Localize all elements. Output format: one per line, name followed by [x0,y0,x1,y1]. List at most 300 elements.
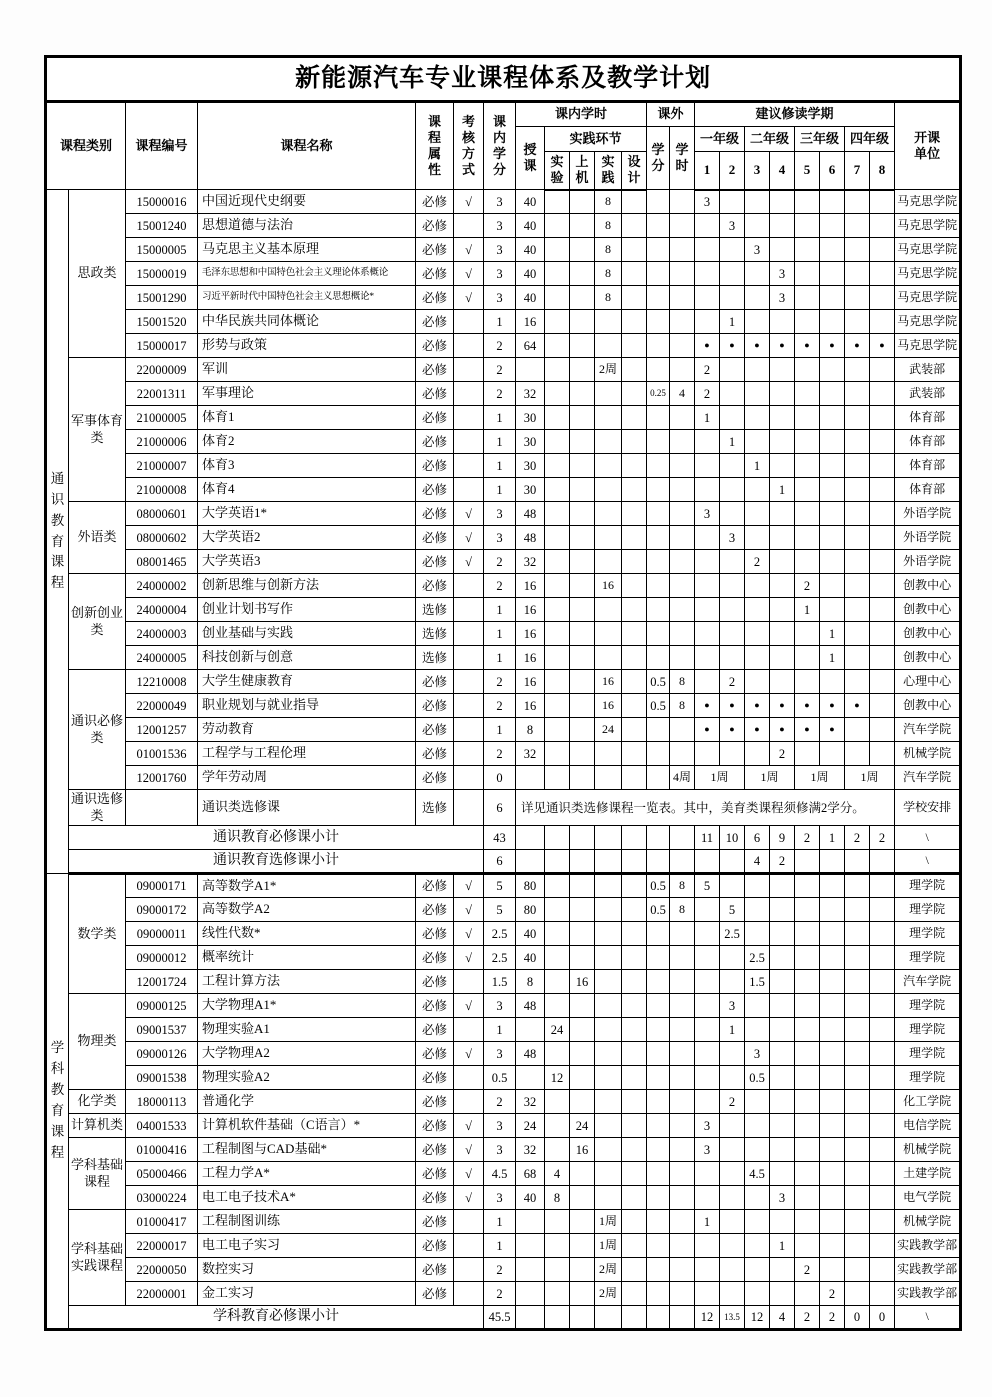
semester-cell [845,1042,870,1066]
design-hours [622,970,647,994]
extra-credits [647,598,670,622]
experiment-hours [545,190,570,214]
semester-cell [695,454,720,478]
course-attr: 必修 [416,1042,454,1066]
practice-hours: 8 [595,286,622,310]
computer-hours [570,1258,595,1282]
semester-cell [770,946,795,970]
unit-cell: 理学院 [895,1066,961,1090]
assess-check [454,718,484,742]
semester-cell [720,646,745,670]
unit-cell: 汽车学院 [895,718,961,742]
course-row [46,766,961,790]
semester-cell [820,430,845,454]
experiment-hours [545,382,570,406]
semester-cell [745,574,770,598]
semester-cell [795,526,820,550]
course-name: 大学生健康教育 [198,670,416,694]
semester-cell [695,970,720,994]
semester-cell [820,1210,845,1234]
computer-hours [570,1090,595,1114]
course-row [46,898,961,922]
semester-cell [745,406,770,430]
computer-hours [570,1042,595,1066]
course-name: 大学物理A2 [198,1042,416,1066]
course-row [46,526,961,550]
lecture-hours: 64 [516,334,545,358]
course-row [46,1138,961,1162]
header-practice: 实践 [595,152,622,190]
design-hours [622,478,647,502]
semester-cell: ● [720,718,745,742]
semester-cell: 12 [745,1306,770,1330]
semester-cell [745,994,770,1018]
lecture-hours: 16 [516,310,545,334]
unit-cell: 马克思学院 [895,262,961,286]
practice-hours [595,1138,622,1162]
design-hours [622,1162,647,1186]
semester-cell [720,478,745,502]
unit-cell: 化工学院 [895,1090,961,1114]
unit-cell: 武装部 [895,382,961,406]
course-name: 工程计算方法 [198,970,416,994]
semester-cell: 0 [870,1306,895,1330]
semester-cell [870,1234,895,1258]
semester-cell [845,970,870,994]
computer-hours [570,1018,595,1042]
semester-cell [695,670,720,694]
semester-cell [720,1210,745,1234]
course-code: 09000126 [126,1042,198,1066]
unit-cell: 马克思学院 [895,190,961,214]
design-hours [622,526,647,550]
semester-cell: 3 [695,502,720,526]
semester-cell [795,358,820,382]
course-row [46,874,961,898]
course-name: 创业计划书写作 [198,598,416,622]
extra-credits [647,1018,670,1042]
practice-hours: 8 [595,190,622,214]
course-code: 01000416 [126,1138,198,1162]
semester-cell [870,262,895,286]
extra-hours [670,1186,695,1210]
semester-cell [770,190,795,214]
course-code: 12210008 [126,670,198,694]
header-course-category: 课程类别 [46,102,126,190]
extra-credits [647,946,670,970]
unit-cell: 实践教学部 [895,1258,961,1282]
semester-cell [845,850,870,874]
extra-credits: 0.5 [647,670,670,694]
course-code: 21000007 [126,454,198,478]
computer-hours [570,670,595,694]
semester-cell [870,310,895,334]
subcategory-cell: 思政类 [69,190,126,358]
header-course-attr: 课程属性 [416,102,454,190]
lecture-hours [516,1282,545,1306]
semester-cell: ● [720,334,745,358]
semester-cell [745,1138,770,1162]
semester-cell [720,874,745,898]
computer-hours [570,262,595,286]
course-name: 高等数学A1* [198,874,416,898]
experiment-hours [545,214,570,238]
semester-cell [720,1066,745,1090]
semester-cell [795,646,820,670]
credits: 5 [484,874,516,898]
semester-cell [770,622,795,646]
semester-cell [695,1162,720,1186]
computer-hours [570,922,595,946]
unit-cell: 机械学院 [895,1138,961,1162]
course-name: 劳动教育 [198,718,416,742]
course-row [46,970,961,994]
course-row [46,694,961,718]
header-course-code: 课程编号 [126,102,198,190]
unit-cell: 体育部 [895,430,961,454]
semester-cell [870,478,895,502]
experiment-hours [545,670,570,694]
semester-cell [845,1066,870,1090]
course-code: 03000224 [126,1186,198,1210]
empty-cell [595,850,622,874]
semester-cell [820,1042,845,1066]
practice-hours [595,526,622,550]
semester-cell [770,1114,795,1138]
semester-cell [745,382,770,406]
course-row [46,1186,961,1210]
semester-cell: 3 [770,286,795,310]
header-sem-3: 3 [745,152,770,190]
unit-cell: 体育部 [895,478,961,502]
credits: 2 [484,382,516,406]
semester-cell [770,1258,795,1282]
semester-cell [870,1162,895,1186]
practice-hours: 2周 [595,1282,622,1306]
design-hours [622,622,647,646]
header-design: 设计 [622,152,647,190]
semester-cell [745,1210,770,1234]
empty-cell [622,826,647,850]
unit-cell: 理学院 [895,1018,961,1042]
empty-cell [516,850,545,874]
assess-check: √ [454,1114,484,1138]
credits: 43 [484,826,516,850]
semester-cell: 2 [745,550,770,574]
lecture-hours [516,1018,545,1042]
header-sem-4: 4 [770,152,795,190]
course-row [46,214,961,238]
experiment-hours [545,718,570,742]
empty-cell [647,850,670,874]
semester-cell [845,622,870,646]
assess-check [454,646,484,670]
practice-hours [595,646,622,670]
lecture-hours: 40 [516,922,545,946]
course-code: 22000049 [126,694,198,718]
course-name: 中华民族共同体概论 [198,310,416,334]
course-name: 职业规划与就业指导 [198,694,416,718]
extra-hours: 8 [670,670,695,694]
unit-cell: 体育部 [895,406,961,430]
extra-credits [647,262,670,286]
semester-week-cell: 1周 [795,766,845,790]
semester-cell [870,430,895,454]
assess-check: √ [454,994,484,1018]
semester-cell [795,874,820,898]
course-name: 军事理论 [198,382,416,406]
practice-hours: 8 [595,238,622,262]
course-code: 21000005 [126,406,198,430]
semester-cell [720,742,745,766]
course-row [46,646,961,670]
extra-hours [670,478,695,502]
semester-cell [845,238,870,262]
course-code: 21000006 [126,430,198,454]
design-hours [622,670,647,694]
design-hours [622,1258,647,1282]
extra-hours [670,946,695,970]
unit-cell: 创教中心 [895,694,961,718]
semester-cell: 1 [820,826,845,850]
semester-cell: 2.5 [720,922,745,946]
header-grade-3: 三年级 [795,127,845,152]
course-name: 数控实习 [198,1258,416,1282]
semester-cell [870,970,895,994]
lecture-hours: 80 [516,874,545,898]
course-row [46,286,961,310]
semester-cell [770,1090,795,1114]
practice-hours: 2周 [595,358,622,382]
practice-hours [595,1018,622,1042]
computer-hours [570,358,595,382]
semester-cell [820,454,845,478]
semester-cell [820,1258,845,1282]
semester-cell: 1 [695,1210,720,1234]
assess-check [454,694,484,718]
semester-cell [820,1138,845,1162]
design-hours [622,1090,647,1114]
semester-cell [795,1282,820,1306]
subtotal-row [46,1306,961,1330]
computer-hours [570,766,595,790]
credits: 3 [484,214,516,238]
semester-cell [770,670,795,694]
experiment-hours [545,334,570,358]
empty-cell [622,850,647,874]
experiment-hours [545,502,570,526]
lecture-hours: 32 [516,1090,545,1114]
course-attr: 必修 [416,190,454,214]
semester-cell [720,946,745,970]
subcategory-cell: 军事体育类 [69,358,126,502]
semester-cell [870,358,895,382]
semester-cell: 2 [820,1282,845,1306]
subcategory-cell: 计算机类 [69,1114,126,1138]
course-code: 21000008 [126,478,198,502]
extra-hours [670,1090,695,1114]
experiment-hours [545,922,570,946]
practice-hours [595,922,622,946]
semester-cell [770,922,795,946]
course-row [46,1210,961,1234]
course-name: 大学物理A1* [198,994,416,1018]
semester-cell [820,1066,845,1090]
extra-hours [670,598,695,622]
semester-cell [820,310,845,334]
assess-check [454,310,484,334]
experiment-hours [545,1234,570,1258]
lecture-hours: 16 [516,670,545,694]
semester-cell [695,262,720,286]
unit-cell: 电气学院 [895,1186,961,1210]
semester-cell [770,970,795,994]
credits: 3 [484,994,516,1018]
empty-cell [545,850,570,874]
extra-hours [670,1210,695,1234]
assess-check [454,742,484,766]
design-hours [622,598,647,622]
course-code: 09000012 [126,946,198,970]
course-attr: 必修 [416,1186,454,1210]
subcategory-cell: 通识必修类 [69,670,126,790]
semester-cell [845,1090,870,1114]
computer-hours [570,598,595,622]
assess-check: √ [454,502,484,526]
design-hours [622,310,647,334]
practice-hours [595,766,622,790]
assess-check: √ [454,1186,484,1210]
semester-cell [695,478,720,502]
assess-check: √ [454,190,484,214]
practice-hours [595,1162,622,1186]
credits: 1 [484,478,516,502]
unit-cell: 外语学院 [895,550,961,574]
design-hours [622,922,647,946]
course-row [46,946,961,970]
assess-check [454,766,484,790]
header-in-class-hours: 课内学时 [516,102,647,127]
unit-cell: 实践教学部 [895,1234,961,1258]
semester-cell [870,922,895,946]
course-code: 24000005 [126,646,198,670]
semester-cell: 1 [720,1018,745,1042]
semester-cell [870,214,895,238]
subtotal-label: 通识教育选修课小计 [69,850,484,874]
course-code: 09001537 [126,1018,198,1042]
semester-cell: 1 [820,622,845,646]
computer-hours: 16 [570,1138,595,1162]
semester-cell [795,622,820,646]
header-grade-4: 四年级 [845,127,895,152]
semester-cell [720,286,745,310]
course-code: 15001520 [126,310,198,334]
extra-hours [670,502,695,526]
unit-cell: 外语学院 [895,502,961,526]
semester-cell [720,262,745,286]
semester-cell [820,1234,845,1258]
assess-check [454,598,484,622]
semester-cell: 3 [745,238,770,262]
semester-cell [820,1018,845,1042]
semester-cell [795,1234,820,1258]
extra-hours [670,1066,695,1090]
semester-cell [820,670,845,694]
unit-cell: 心理中心 [895,670,961,694]
course-name: 高等数学A2 [198,898,416,922]
experiment-hours: 4 [545,1162,570,1186]
semester-cell: ● [695,718,720,742]
course-attr: 必修 [416,430,454,454]
semester-cell [720,502,745,526]
semester-cell [695,574,720,598]
semester-cell [870,1138,895,1162]
course-row [46,1114,961,1138]
lecture-hours: 32 [516,742,545,766]
design-hours [622,454,647,478]
course-row [46,310,961,334]
semester-cell [870,1282,895,1306]
semester-cell: ● [820,694,845,718]
credits: 1 [484,454,516,478]
course-attr: 必修 [416,574,454,598]
practice-hours: 2周 [595,1258,622,1282]
extra-hours [670,358,695,382]
course-row [46,1018,961,1042]
design-hours [622,1186,647,1210]
lecture-hours [516,766,545,790]
semester-cell [770,238,795,262]
practice-hours: 1周 [595,1210,622,1234]
semester-cell [770,994,795,1018]
experiment-hours [545,898,570,922]
course-name: 线性代数* [198,922,416,946]
credits: 1 [484,646,516,670]
course-row [46,1066,961,1090]
semester-cell [845,1234,870,1258]
extra-credits: 0.5 [647,898,670,922]
course-attr: 必修 [416,994,454,1018]
semester-cell [845,310,870,334]
assess-check [454,334,484,358]
assess-check: √ [454,550,484,574]
course-code: 08000601 [126,502,198,526]
unit-cell: 外语学院 [895,526,961,550]
semester-cell [770,358,795,382]
semester-cell [745,1186,770,1210]
course-name: 大学英语1* [198,502,416,526]
semester-cell [720,190,745,214]
design-hours [622,874,647,898]
extra-credits [647,1042,670,1066]
lecture-hours [516,1234,545,1258]
extra-hours [670,970,695,994]
semester-cell [745,190,770,214]
semester-cell [845,742,870,766]
experiment-hours [545,646,570,670]
experiment-hours [545,1282,570,1306]
credits: 1 [484,310,516,334]
computer-hours [570,646,595,670]
semester-cell [820,994,845,1018]
extra-credits [647,454,670,478]
extra-credits [647,1210,670,1234]
semester-cell: 12 [695,1306,720,1330]
extra-hours [670,430,695,454]
unit-cell: 马克思学院 [895,310,961,334]
semester-cell [820,922,845,946]
semester-cell [770,1162,795,1186]
